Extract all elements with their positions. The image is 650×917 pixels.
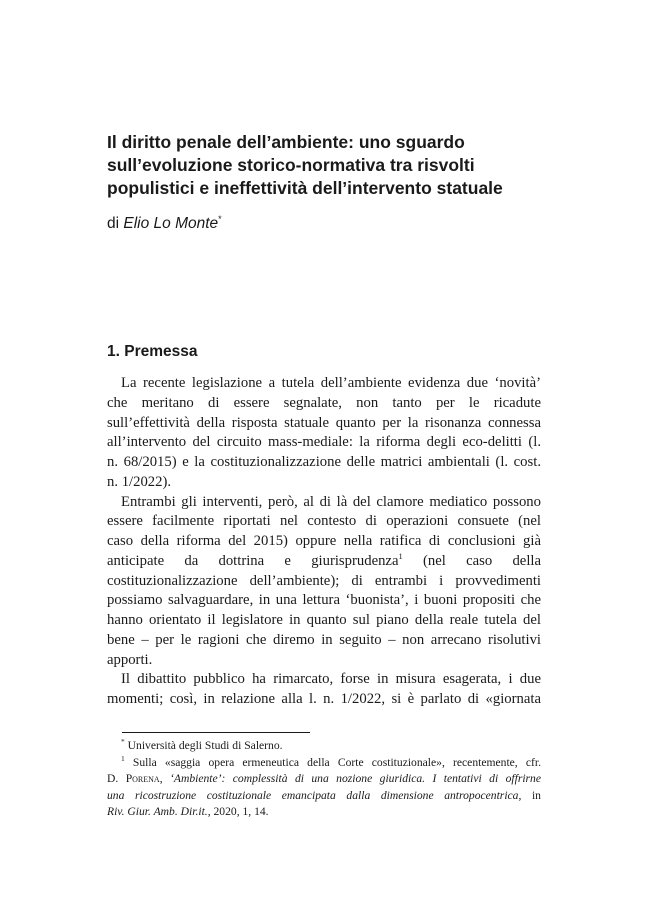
footnote-line [107, 788, 541, 805]
body-line: apporti. [107, 651, 153, 668]
footnote-separator [122, 732, 310, 733]
body-line: Il dibattito pubblico ha rimarcato, forse in misura esagerata, i due [121, 671, 541, 688]
author-prefix: di [107, 215, 120, 232]
footnote-line [107, 804, 541, 821]
footnote-line [107, 738, 541, 755]
footnote-mark: 1 [121, 753, 125, 763]
footnote-line [107, 755, 541, 772]
body-line: all’intervento del circuito mass-mediale: la riforma degli eco-delitti (l. [107, 434, 541, 451]
footnote-line [107, 771, 541, 788]
footnote-text: D. [107, 772, 126, 785]
title-line: populistici e ineffettività dell’intervento statuale [107, 178, 503, 198]
body-line: costituzionalizzazione dell’ambiente); di entrambi i provvedimenti [107, 572, 541, 589]
footnote-reference: 1 [398, 550, 403, 561]
author-line [107, 209, 222, 234]
body-line: bene – per le ragioni che diremo in seguito – non arrecano risolutivi [107, 631, 541, 648]
body-text [107, 374, 541, 710]
body-line: caso della riforma del 2015) oppure nella ratifica di conclusioni già [107, 533, 541, 549]
footnote-text: , [159, 772, 171, 785]
footnote-text: , in [518, 788, 541, 802]
body-line: sull’effettività della risposta statuale quanto per la risonanza connessa [107, 414, 541, 431]
cited-author: Porena [125, 772, 160, 785]
title-line: Il diritto penale dell’ambiente: uno sguardo [107, 132, 465, 152]
cited-title: una ricostruzione costituzionale emancipata dalla dimensione antropocentrica [107, 788, 519, 802]
body-line: n. 1/2022). [107, 473, 172, 490]
footnote-text: Università degli Studi di Salerno. [124, 739, 283, 752]
body-line: Entrambi gli interventi, però, al di là del clamore mediatico possono [121, 493, 541, 510]
body-text-fragment: (nel caso della [402, 552, 541, 569]
section-heading: 1. Premessa [107, 343, 198, 360]
body-line: possiamo salvaguardare, in una lettura ‘buonista’, i buoni propositi che [107, 592, 541, 609]
title-line: sull’evoluzione storico-normativa tra risvolti [107, 155, 475, 175]
body-line: hanno orientato il legislatore in quanto sul piano della reale tutela del [107, 612, 541, 628]
footnote-mark: * [121, 737, 125, 746]
body-line: n. 68/2015) e la costituzionalizzazione delle matrici ambientali (l. cost. [107, 454, 541, 470]
footnotes [107, 738, 541, 821]
body-line: essere facilmente riportati nel contesto di operazioni consuete (nel [107, 513, 541, 530]
cited-title: ‘Ambiente’: complessità di una nozione giuridica. I tentativi di offrirne [170, 772, 542, 785]
author-name: Elio Lo Monte [123, 215, 219, 232]
body-text-fragment: anticipate da dottrina e giurisprudenza [107, 552, 399, 569]
author-footnote-mark: * [218, 214, 222, 224]
body-line: La recente legislazione a tutela dell’ambiente evidenza due ‘novità’ [121, 375, 541, 391]
body-line: momenti; così, in relazione alla l. n. 1/2022, si è parlato di «giornata [107, 691, 541, 707]
article-title [107, 131, 577, 200]
footnote-text: Sulla «saggia opera ermeneutica della Corte costituzionale», recentemente, cfr. [124, 755, 541, 769]
footnote-text: , 2020, 1, 14. [207, 805, 269, 818]
body-line [107, 552, 541, 572]
body-line: che meritano di essere segnalate, non tanto per le ricadute [107, 394, 541, 411]
cited-journal: Riv. Giur. Amb. Dir.it. [107, 805, 208, 818]
